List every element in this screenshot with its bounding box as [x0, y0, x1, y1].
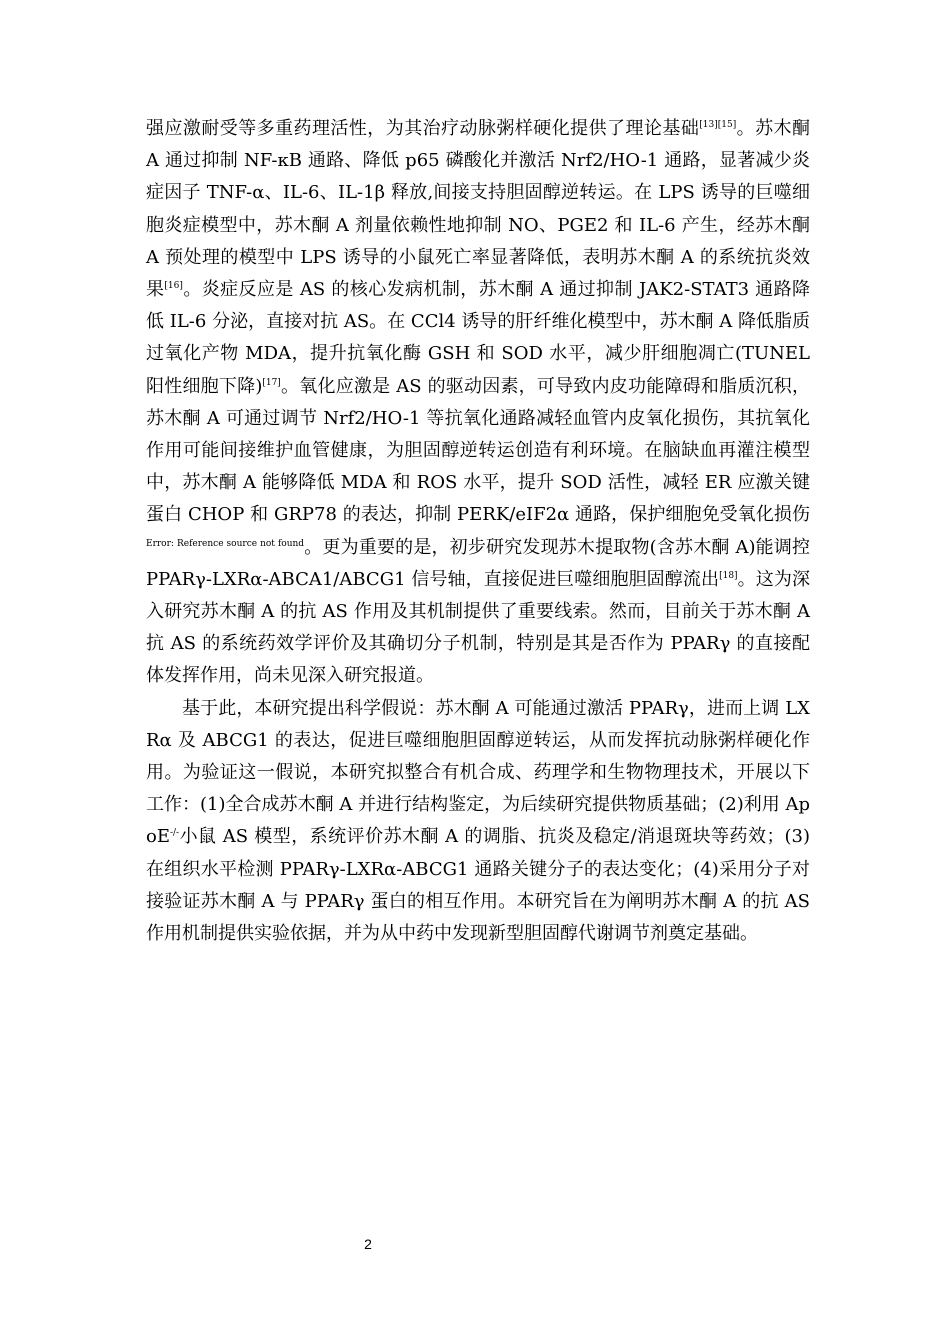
reference-error-marker: Error: Reference source not found — [146, 538, 305, 549]
citation-superscript: [16] — [164, 281, 183, 292]
text-run: 。苏木酮 A 通过抑制 NF-κB 通路、降低 p65 磷酸化并激活 Nrf2/HO-1 通路，显著减少炎症因子 TNF-α、IL-6、IL-1β 释放,间接支持胆固醇逆转运。在 LPS 诱导的巨噬细胞炎症模型中，苏木酮 A 剂量依赖性地抑制 NO、PGE2 和 IL-6 产生，经苏木酮 A 预处理的模型中 LPS 诱导的小鼠死亡率显著降低，表明苏木酮 A 的系统抗炎效果 — [146, 118, 811, 301]
text-run: 。更为重要的是，初步研究发现苏木提取物(含苏木酮 A)能调控 PPARγ-LXRα-ABCA1/ABCG1 信号轴，直接促进巨噬细胞胆固醇流出 — [146, 536, 811, 590]
text-run: 。炎症反应是 AS 的核心发病机制，苏木酮 A 通过抑制 JAK2-STAT3 通路降低 IL-6 分泌，直接对抗 AS。在 CCl4 诱导的肝纤维化模型中，苏木酮 A 降低脂质过氧化产物 MDA，提升抗氧化酶 GSH 和 SOD 水平，减少肝细胞凋亡(TUNEL 阳性细胞下降) — [146, 279, 810, 397]
citation-superscript: [17] — [262, 377, 281, 388]
text-run: 强应激耐受等多重药理活性，为其治疗动脉粥样硬化提供了理论基础 — [146, 118, 700, 139]
text-run: 。氧化应激是 AS 的驱动因素，可导致内皮功能障碍和脂质沉积，苏木酮 A 可通过调节 Nrf2/HO-1 等抗氧化通路减轻血管内皮氧化损伤，其抗氧化作用可能间接维护血管健康，为胆固醇逆转运创造有利环境。在脑缺血再灌注模型中，苏木酮 A 能够降低 MDA 和 ROS 水平，提升 SOD 活性，减轻 ER 应激关键蛋白 CHOP 和 GRP78 的表达，抑制 PERK/eIF2α 通路，保护细胞免受氧化损伤 — [146, 375, 810, 526]
page-number: 2 — [364, 1236, 372, 1252]
text-run: 。这为深入研究苏木酮 A 的抗 AS 作用及其机制提供了重要线索。然而，目前关于苏木酮 A 抗 AS 的系统药效学评价及其确切分子机制，特别是其是否作为 PPARγ 的直接配体发挥作用，尚未见深入研究报道。 — [146, 568, 810, 687]
citation-superscript: [13][15] — [699, 120, 737, 130]
body-text — [146, 113, 810, 950]
citation-superscript: -/- — [169, 828, 180, 839]
citation-superscript: [18] — [719, 570, 738, 581]
paragraph-1 — [146, 113, 810, 693]
text-run: 小鼠 AS 模型，系统评价苏木酮 A 的调脂、抗炎及稳定/消退斑块等药效；(3)在组织水平检测 PPARγ-LXRα-ABCG1 通路关键分子的表达变化；(4)采用分子对接验证苏木酮 A 与 PPARγ 蛋白的相互作用。本研究旨在为阐明苏木酮 A 的抗 AS 作用机制提供实验依据，并为从中药中发现新型胆固醇代谢调节剂奠定基础。 — [146, 826, 810, 945]
paragraph-2 — [146, 693, 810, 951]
text-run: 基于此，本研究提出科学假说：苏木酮 A 可能通过激活 PPARγ，进而上调 LXRα 及 ABCG1 的表达，促进巨噬细胞胆固醇逆转运，从而发挥抗动脉粥样硬化作用。为验证这一假说，本研究拟整合有机合成、药理学和生物物理技术，开展以下工作：(1)全合成苏木酮 A 并进行结构鉴定，为后续研究提供物质基础；(2)利用 ApoE — [146, 697, 810, 848]
